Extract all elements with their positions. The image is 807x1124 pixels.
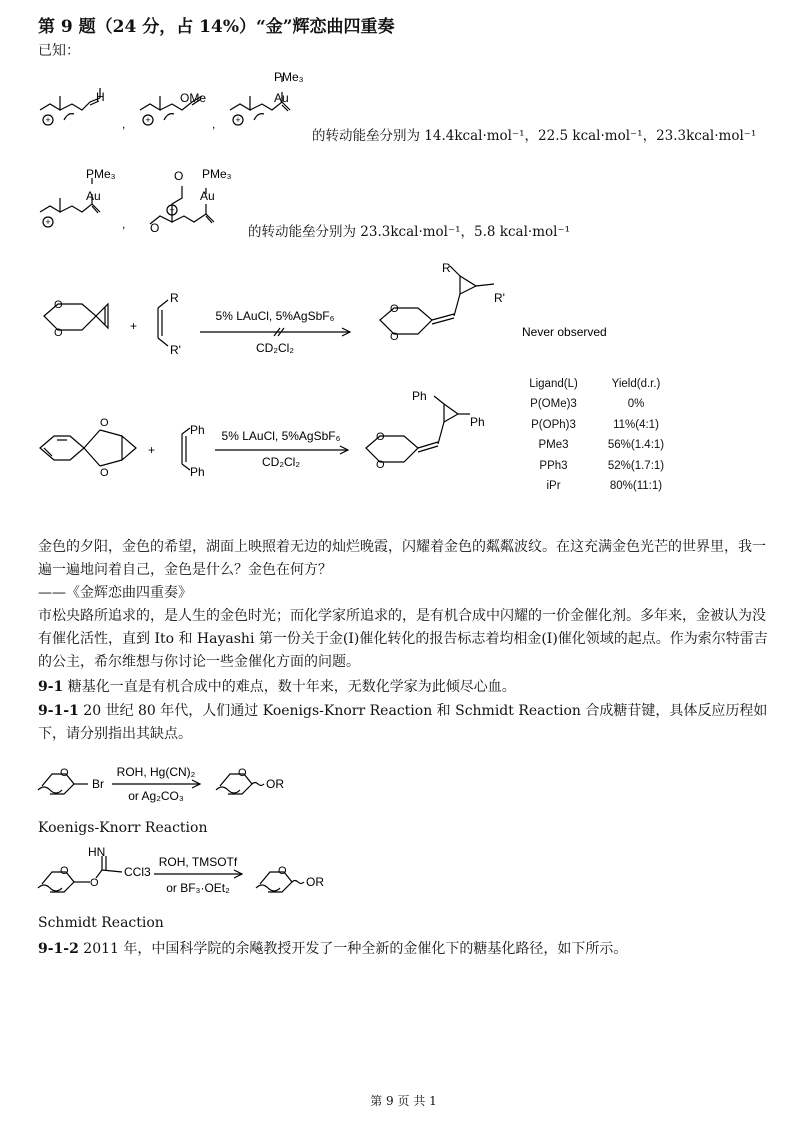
question-title: 第 9 题（24 分，占 14%）“金”辉恋曲四重奏 [38,17,395,37]
svg-text:O: O [390,303,399,315]
table-row [506,460,676,481]
svg-text:CD₂Cl₂: CD₂Cl₂ [262,455,300,469]
svg-text:,: , [122,117,126,131]
r-label: R [170,291,179,305]
svg-text:O: O [376,431,385,443]
svg-text:CD₂Cl₂: CD₂Cl₂ [256,341,294,355]
svg-text:O: O [238,767,247,779]
svg-text:+: + [145,115,151,125]
svg-text:Ph: Ph [470,415,485,429]
svg-text:R': R' [494,291,505,305]
h-label: H [96,90,105,104]
svg-text:O: O [390,331,399,343]
ligand-cell: P(OMe)3 [530,398,577,410]
yield-cell: 0% [627,398,645,410]
poem-text: 金色的夕阳，金色的希望，湖面上映照着无边的灿烂晚霞，闪耀着金色的粼粼波纹。在这充满金色光芒的世界里，我一遍一遍地问着自己，金色是什么？金色在何方？ [38,539,766,578]
svg-text:O: O [376,459,385,471]
kk-caption: Koenigs-Knorr Reaction [38,820,208,836]
svg-text:or BF₃·OEt₂: or BF₃·OEt₂ [166,881,230,895]
yield-cell: 56%(1.4:1) [607,439,665,451]
svg-text:OR: OR [306,875,324,889]
intro-paragraph: 市松央路所追求的，是人生的金色时光；而化学家所追求的，是有机合成中闪耀的一价金催化剂。多年来，金被认为没有催化活性，直到 Ito 和 Hayashi 第一份关于金(I)催化转化的报告标志着均相金(I)催化领域的起点。作为索尔特雷吉的公主，希尔维想与你讨论一些金催化方面的问题。 [38,608,768,670]
schmidt-caption: Schmidt Reaction [38,915,164,931]
svg-text:ROH, Hg(CN)₂: ROH, Hg(CN)₂ [116,765,196,779]
svg-text:O: O [60,865,69,877]
svg-text:O: O [100,417,109,429]
svg-text:CCl3: CCl3 [124,865,151,879]
ligand-cell: PPh3 [539,459,568,472]
svg-text:O: O [278,865,287,877]
svg-text:Ph: Ph [412,389,427,403]
svg-text:Au: Au [200,189,215,203]
svg-text:O: O [54,327,63,339]
svg-text:+: + [235,115,241,125]
ligand-cell: PMe3 [538,439,569,451]
ligand-yield-table [506,378,676,501]
yield-cell: 80%(11:1) [609,480,663,492]
svg-text:ROH, TMSOTf: ROH, TMSOTf [158,855,238,869]
svg-text:Br: Br [92,777,104,791]
r-prime-label: R' [170,343,181,357]
svg-text:OR: OR [266,777,284,791]
svg-text:+: + [45,217,51,227]
reaction-1-scheme [30,258,620,368]
table-row [506,419,676,440]
koenigs-knorr-scheme [30,760,310,810]
table-row [506,398,676,419]
yield-cell: 11%(4:1) [613,418,659,431]
svg-text:O: O [60,767,69,779]
svg-text:Au: Au [86,189,101,203]
svg-text:O: O [90,877,99,889]
yield-cell: 52%(1.7:1) [607,459,665,472]
question-9-1-2: 9-1-2 2011 年，中国科学院的余飚教授开发了一种全新的金催化下的糖基化路径，如下所示。 [38,941,628,957]
table-row [506,439,676,460]
pme3-label: PMe₃ [274,70,304,84]
barrier-text-2: 的转动能垒分别为 23.3kcal·mol⁻¹，5.8 kcal·mol⁻¹ [248,224,570,240]
svg-text:Ph: Ph [190,423,205,437]
svg-text:or Ag₂CO₃: or Ag₂CO₃ [128,789,184,803]
reaction-2-scheme [30,378,520,498]
never-observed: Never observed [522,325,607,339]
svg-text:5% LAuCl, 5%AgSbF₆: 5% LAuCl, 5%AgSbF₆ [221,429,341,443]
ligand-cell: iPr [546,480,561,492]
svg-text:,: , [212,117,216,131]
table-header: Ligand(L) Yield(d.r.) [529,378,661,390]
question-9-1: 9-1 糖基化一直是有机合成中的难点，数十年来，无数化学家为此倾尽心血。 [38,679,516,695]
ligand-cell: P(OPh)3 [531,418,576,431]
svg-text:,: , [122,217,126,231]
schmidt-scheme [30,842,350,912]
question-9-1-1: 9-1-1 20 世纪 80 年代，人们通过 Koenigs-Knorr Reaction 和 Schmidt Reaction 合成糖苷键，具体反应历程如下，请分别指出其缺点。 [38,703,768,742]
svg-text:+: + [45,115,51,125]
svg-text:O: O [100,467,109,479]
table-row [506,480,676,501]
svg-text:O: O [150,221,160,235]
page-footer: 第 9 页 共 1 [370,1094,437,1108]
au-label: Au [274,91,289,105]
allyl-cation-structures-row2 [30,160,260,240]
ome-label: OMe [180,91,207,105]
poem-source: ——《金辉恋曲四重奏》 [38,585,192,601]
given-label: 已知： [38,43,80,59]
svg-text:PMe₃: PMe₃ [202,167,232,181]
svg-text:+: + [169,205,175,215]
svg-text:+: + [148,443,156,457]
svg-text:R: R [442,261,451,275]
allyl-cation-structures-row1 [30,68,320,148]
svg-text:HN: HN [88,845,106,859]
svg-text:+: + [130,319,138,333]
svg-text:5% LAuCl, 5%AgSbF₆: 5% LAuCl, 5%AgSbF₆ [215,309,335,323]
svg-text:PMe₃: PMe₃ [86,167,116,181]
svg-text:O: O [174,169,184,183]
barrier-text-1: 的转动能垒分别为 14.4kcal·mol⁻¹，22.5 kcal·mol⁻¹，23.3kcal·mol⁻¹ [312,128,757,144]
svg-text:O: O [54,299,63,311]
svg-text:Ph: Ph [190,465,205,479]
